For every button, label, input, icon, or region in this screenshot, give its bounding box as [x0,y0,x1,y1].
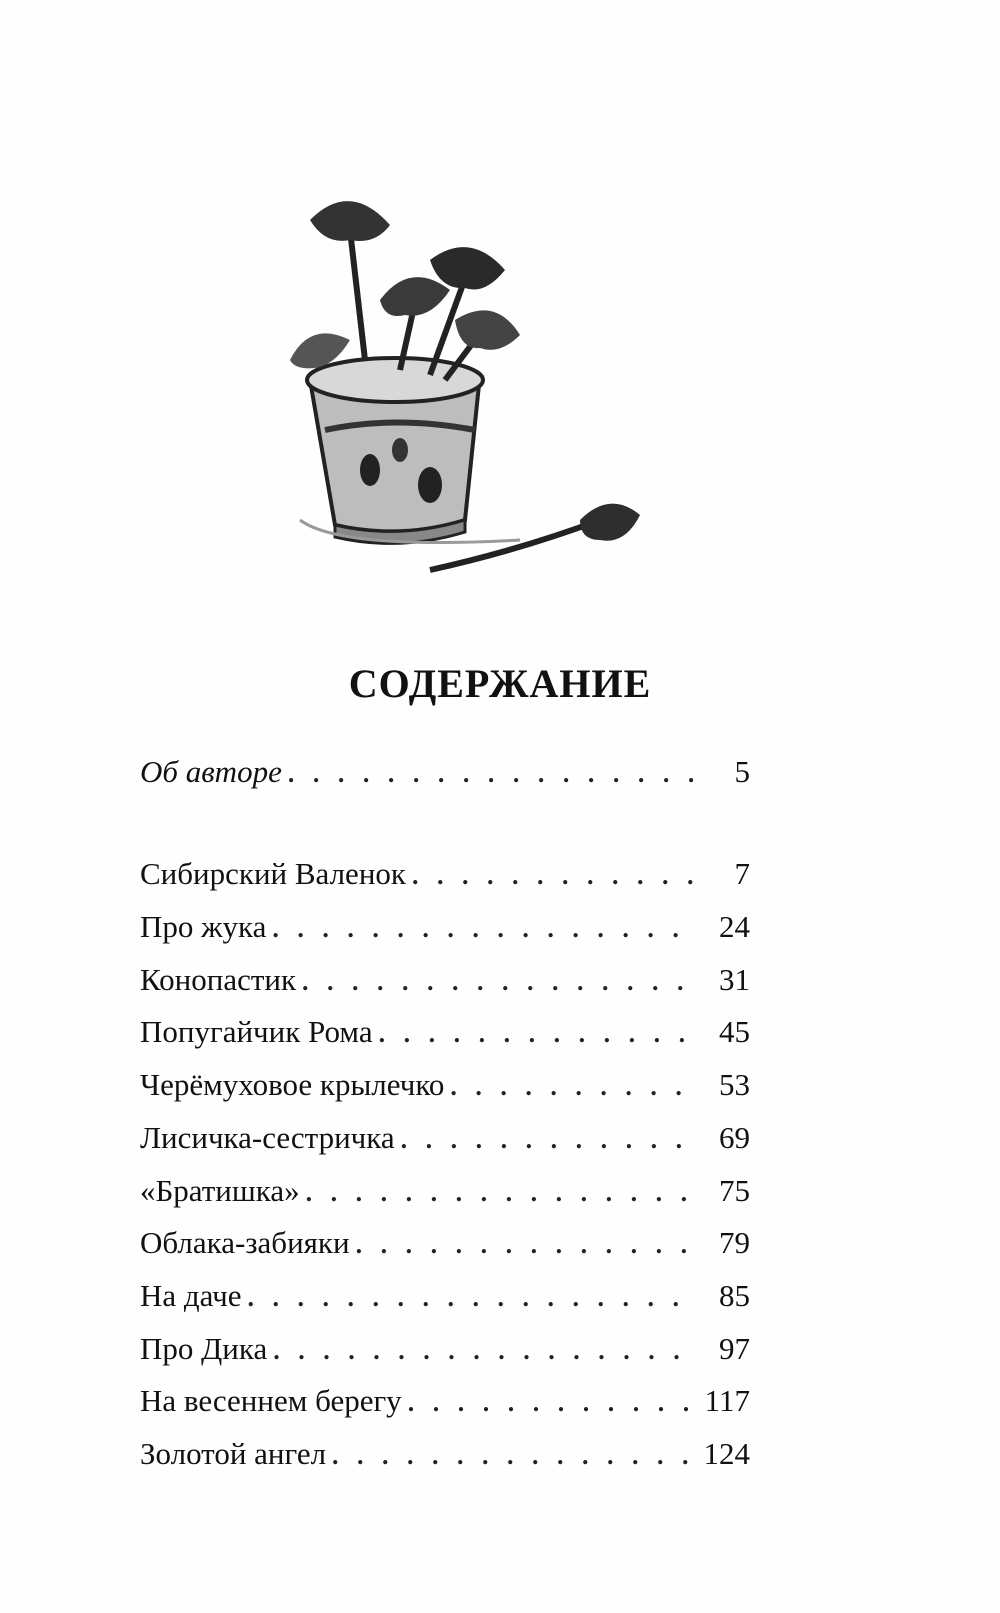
toc-entry [140,1274,750,1318]
toc-entry-page: 117 [704,1383,750,1418]
toc-entry-title: Про Дика [140,1331,268,1366]
toc-dot-leader [300,1171,694,1215]
toc-dot-leader [350,1223,694,1267]
page-title: СОДЕРЖАНИЕ [348,661,652,706]
toc-entry-page: 45 [719,1014,750,1049]
toc-entry [140,1432,750,1476]
toc-entry-page: 69 [719,1120,750,1155]
toc-dot-leader [282,752,694,796]
toc-entry-title: На весеннем берегу [140,1383,402,1418]
toc-entry-title: Золотой ангел [140,1436,327,1471]
toc-entry-page: 31 [719,962,750,997]
toc-entry-page: 124 [703,1436,750,1471]
toc-entry-title: Черёмуховое крылечко [140,1067,445,1102]
toc-entry-page: 85 [719,1278,750,1313]
toc-entry [140,852,750,896]
toc-entry-page: 53 [719,1067,750,1102]
toc-entry-page: 79 [719,1225,750,1260]
toc-dot-leader [373,1012,694,1056]
toc-entry [140,1063,750,1107]
toc-entry [140,1010,750,1054]
toc-entry-title: Попугайчик Рома [140,1014,373,1049]
toc-entry-title: «Братишка» [140,1173,300,1208]
toc-entry [140,905,750,949]
toc-entry-title: Сибирский Валенок [140,856,406,891]
toc-entry [140,1379,750,1423]
toc-dot-leader [406,854,694,898]
toc-dot-leader [326,1434,694,1478]
toc-entry-title: Конопастик [140,962,297,997]
toc-dot-leader [444,1065,694,1109]
toc-entry-page: 75 [719,1173,750,1208]
toc-entry [140,1221,750,1265]
toc-dot-leader [395,1118,694,1162]
toc-entry-title: Об авторе [140,754,282,789]
toc-entry-page: 24 [719,909,750,944]
flowers-in-glass-icon [280,190,680,610]
toc-entry-page: 5 [734,754,750,789]
toc-entry [140,750,750,794]
toc-entry [140,1116,750,1160]
toc-entry-title: Облака-забияки [140,1225,350,1260]
toc-entry-title: На даче [140,1278,242,1313]
toc-dot-leader [296,960,694,1004]
toc-dot-leader [242,1276,694,1320]
toc-entry [140,1327,750,1371]
toc-dot-leader [266,907,694,951]
toc-entry [140,958,750,1002]
toc-entry-page: 97 [719,1331,750,1366]
toc-entry-title: Про жука [140,909,267,944]
toc-dot-leader [267,1329,694,1373]
toc-entry-page: 7 [734,856,750,891]
toc-dot-leader [402,1381,694,1425]
toc-entry-title: Лисичка-сестричка [140,1120,395,1155]
toc-entry [140,1169,750,1213]
